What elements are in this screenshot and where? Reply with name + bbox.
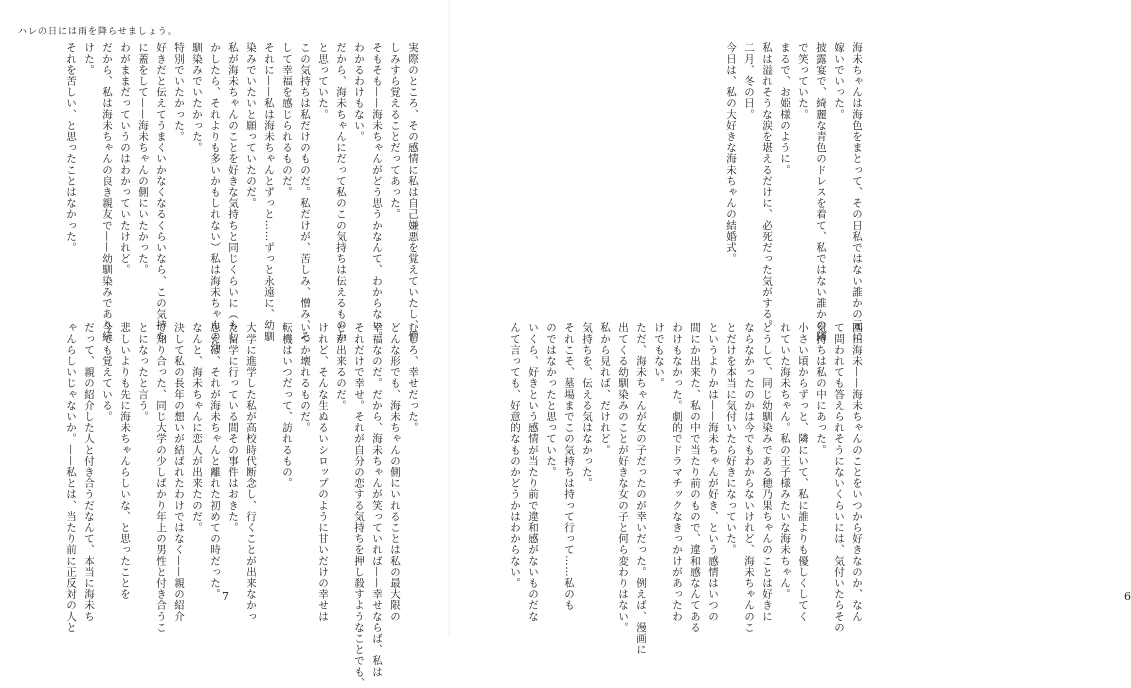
running-header: ハレの日には雨を降らせましょう。: [18, 27, 178, 37]
text-line: んて言っても、好意的なものかどうかはわからない。: [509, 322, 521, 589]
text-line: 幸福なのだ。だから、海未ちゃんが笑っていれば——幸せならば、私は: [371, 322, 383, 678]
right-page: [450, 0, 1131, 655]
text-line: それだけで幸せ。それが自分の恋する気持ちを押し殺すようなことでも、: [353, 322, 365, 688]
text-line: けれど、そんな生ぬるいシロップのように甘いだけの幸せは: [317, 322, 329, 622]
text-line: に蓋をして——海未ちゃんの側にいたかった。: [137, 42, 149, 276]
text-line: ゃんらしいじゃないか。——私とは、当たり前に正反対の人と: [65, 322, 77, 633]
text-line: しみすら覚えることだってあった。: [389, 42, 401, 220]
text-line: それこそ、墓場までこの気持ちは持って行って……私のも: [563, 322, 575, 611]
text-line: 転機はいつだって、訪れるもの。: [281, 322, 293, 489]
text-line: 今日は、私の大好きな海未ちゃんの結婚式。: [725, 42, 737, 264]
text-line: かしたら、それよりも多いかもしれない）私は海未ちゃんの幼: [209, 42, 221, 353]
text-line: だから、私は海未ちゃんの良き親友で——幼馴染みであり続: [101, 42, 113, 342]
text-line: 二月、冬の日。: [743, 42, 755, 120]
text-line: 出てくる幼馴染みのことが好きな女の子と何ら変わりはない。: [617, 322, 629, 633]
text-line: と思っていた。: [317, 42, 329, 120]
text-line: ならなかったのかは今でもわからないけれど、海未ちゃんのこ: [743, 322, 755, 633]
text-line: 今でも覚えている。: [101, 322, 113, 422]
text-line: 悲しいよりも先に海未ちゃんらしいな、と思ったことを: [119, 322, 131, 600]
text-line: というよりかは——海未ちゃんが好き、という感情はいつの: [707, 322, 719, 622]
text-line: 披露宴で、綺麗な青色のドレスを着て、私ではない誰かの隣: [815, 42, 827, 342]
text-line: 園田海未——海未ちゃんのことをいつから好きなのか、なん: [851, 322, 863, 622]
text-line: で笑っていた。: [797, 42, 809, 120]
text-line: 気持ちは私の中にあった。: [815, 322, 827, 456]
text-line: て問われても答えられそうにないくらいには、気付いたらその: [833, 322, 845, 633]
text-line: 染みでいたいと願っていたのだ。: [245, 42, 257, 209]
text-line: けた。: [83, 42, 95, 76]
text-line: どうして、同じ幼馴染みである穂乃果ちゃんのことは好きに: [761, 322, 773, 622]
text-line: だから、海未ちゃんにだって私のこの気持ちは伝えるものか: [335, 42, 347, 342]
text-line: 間にか出来た、私の中で当たり前のもので、違和感なんてある: [689, 322, 701, 633]
text-line: 実際のところ、その感情に私は自己嫌悪を覚えていたし、憎: [407, 42, 419, 342]
text-line: とだけを本当に気付いたら好きになっていた。: [725, 322, 737, 556]
text-line: それを苦しい、と思ったことはなかった。: [65, 42, 77, 253]
text-line: 嫁いでいった。: [833, 42, 845, 120]
text-line: 小さい頃からずっと、隣にいて、私に誰よりも優しくしてく: [797, 322, 809, 622]
text-line: それに——私は海未ちゃんとずっと……ずっと永遠に、幼馴: [263, 42, 275, 342]
text-line: わがままだっていうのはわかっていたけれど。: [119, 42, 131, 276]
text-line: けでもない。: [653, 322, 665, 389]
text-line: この気持ちは私だけのものだ。私だけが、苦しみ、憎み、そ: [299, 42, 311, 342]
text-line: して幸福を感じられるものだ。: [281, 42, 293, 198]
text-line: のではなかったと思っていた。: [545, 322, 557, 478]
text-line: れていた海未ちゃん。私の王子様みたいな海未ちゃん。: [779, 322, 791, 600]
left-page: [0, 0, 450, 688]
text-line: だって、親の紹介した人と付き合うだなんて、本当に海未ち: [83, 322, 95, 622]
text-line: 私から見れば、だけれど。: [599, 322, 611, 456]
text-line: ただ、海未ちゃんが女の子だったのが幸いだった。例えば、漫画に: [635, 322, 647, 655]
page-number-right: 6: [1124, 590, 1131, 603]
text-line: 馴染みでいたかった。: [191, 42, 203, 153]
text-line: 私が海未ちゃんのことを好きな気持ちと同じくらいに（もし: [227, 42, 239, 342]
text-line: 大学に進学した私が高校時代断念し、行くことが出来なかっ: [245, 322, 257, 622]
text-line: 好きだと伝えてうまくいかなくなるくらいなら、この気持ち: [155, 42, 167, 342]
left-lower-text-block: [62, 322, 422, 688]
text-line: で知り合った、同じ大学の少しばかり年上の男性と付き合うこ: [155, 322, 167, 633]
text-line: とになったと言う。: [137, 322, 149, 422]
text-line: そもそも——海未ちゃんがどう思うかなんて、わからない。: [371, 42, 383, 342]
text-line: とが出来るのだ。: [335, 322, 347, 411]
text-line: 私は溢れそうな涙を堪えるだけに、必死だった気がする。: [761, 42, 773, 331]
text-line: いくら、好きという感情が当たり前で違和感がないものだな: [527, 322, 539, 622]
right-lower-text-block: [506, 322, 866, 655]
text-line: なんと、海未ちゃんに恋人が出来たのだ。: [191, 322, 203, 533]
text-line: まるで、お姫様のように。: [779, 42, 791, 176]
text-line: [260, 322, 278, 566]
text-line: むしろ、幸せだった。: [407, 322, 419, 433]
right-upper-text-block: [722, 42, 866, 342]
text-line: 決して私の長年の想いが結ばれたわけではなく——親の紹介: [173, 322, 185, 622]
text-line: どんな形でも、海未ちゃんの側にいれることは私の最大限の: [389, 322, 401, 622]
text-line: いつか壊れるものだ。: [299, 322, 311, 433]
left-upper-text-block: [62, 42, 422, 353]
text-line: た留学に行っている間その事件はおきた。: [227, 322, 239, 533]
text-line: 海未ちゃんは海色をまとって、その日私ではない誰かの元に: [851, 42, 863, 342]
text-line: 気持ちを、伝える気はなかった。: [581, 322, 593, 489]
text-line: わけもなかった。劇的でドラマチックなきっかけがあったわ: [671, 322, 683, 622]
page-number-left: 7: [222, 590, 229, 603]
text-line: 特別でいたかった。: [173, 42, 185, 142]
text-line: 思えば、それが海未ちゃんと離れた初めての時だった。: [209, 322, 221, 600]
text-line: わかるわけもない。: [353, 42, 365, 142]
